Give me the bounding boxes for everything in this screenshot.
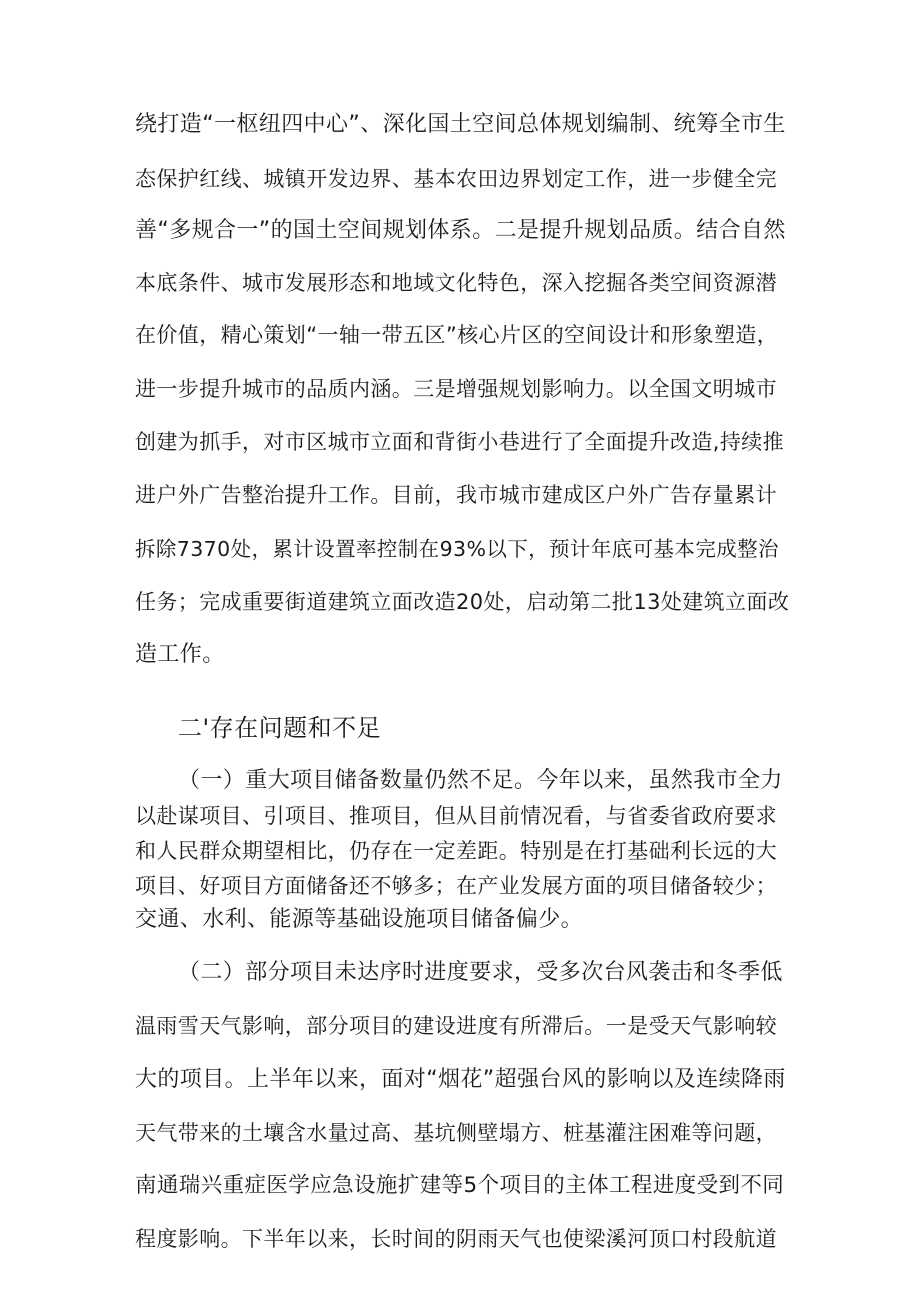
text-line: 项目、好项目方面储备还不够多；在产业发展方面的项目储备较少；	[135, 874, 777, 898]
text-line: 创建为抓手，对市区城市立面和背街小巷进行了全面提升改造,持续推	[135, 430, 785, 454]
text-line: 以赴谋项目、引项目、推项目，但从目前情况看，与省委省政府要求	[135, 804, 777, 828]
text-line: （一）重大项目储备数量仍然不足。今年以来，虽然我市全力	[178, 768, 783, 793]
text-line: 绕打造“一枢纽四中心”、深化国土空间总体规划编制、统筹全市生	[135, 112, 786, 137]
text-line: 交通、水利、能源等基础设施项目储备偏少。	[135, 907, 584, 932]
text-line: （二）部分项目未达序时进度要求，受多次台风袭击和冬季低	[178, 960, 783, 985]
text-line: 程度影响。下半年以来，长时间的阴雨天气也使梁溪河顶口村段航道	[135, 1227, 777, 1251]
text-line: 和人民群众期望相比，仍存在一定差距。特别是在打基础利长远的大	[135, 839, 777, 863]
text-line: 进户外广告整治提升工作。目前，我市城市建成区户外广告存量累计	[135, 483, 777, 507]
text-line: 南通瑞兴重症医学应急设施扩建等5个项目的主体工程进度受到不同	[135, 1173, 785, 1198]
text-line: 态保护红线、城镇开发边界、基本农田边界划定工作，进一步健全完	[135, 167, 777, 191]
text-line: 任务；完成重要街道建筑立面改造20处，启动第二批13处建筑立面改	[135, 590, 790, 614]
section-heading: 二'存在问题和不足	[178, 714, 382, 742]
text-line: 进一步提升城市的品质内涵。三是增强规划影响力。以全国文明城市	[135, 377, 777, 401]
text-line: 本底条件、城市发展形态和地域文化特色，深入挖掘各类空间资源潜	[135, 271, 777, 295]
text-line: 温雨雪天气影响，部分项目的建设进度有所滞后。一是受天气影响较	[135, 1014, 777, 1038]
text-line: 善“多规合一”的国土空间规划体系。二是提升规划品质。结合自然	[135, 218, 786, 243]
text-line: 大的项目。上半年以来，面对“烟花”超强台风的影响以及连续降雨	[135, 1067, 786, 1092]
text-line: 造工作。	[135, 642, 225, 667]
text-line: 天气带来的土壤含水量过高、基坑侧壁塌方、桩基灌注困难等问题，	[135, 1121, 777, 1145]
text-line: 拆除7370处，累计设置率控制在93%以下，预计年底可基本完成整治	[135, 537, 779, 561]
text-line: 在价值，精心策划“一轴一带五区”核心片区的空间设计和形象塑造，	[135, 323, 779, 347]
